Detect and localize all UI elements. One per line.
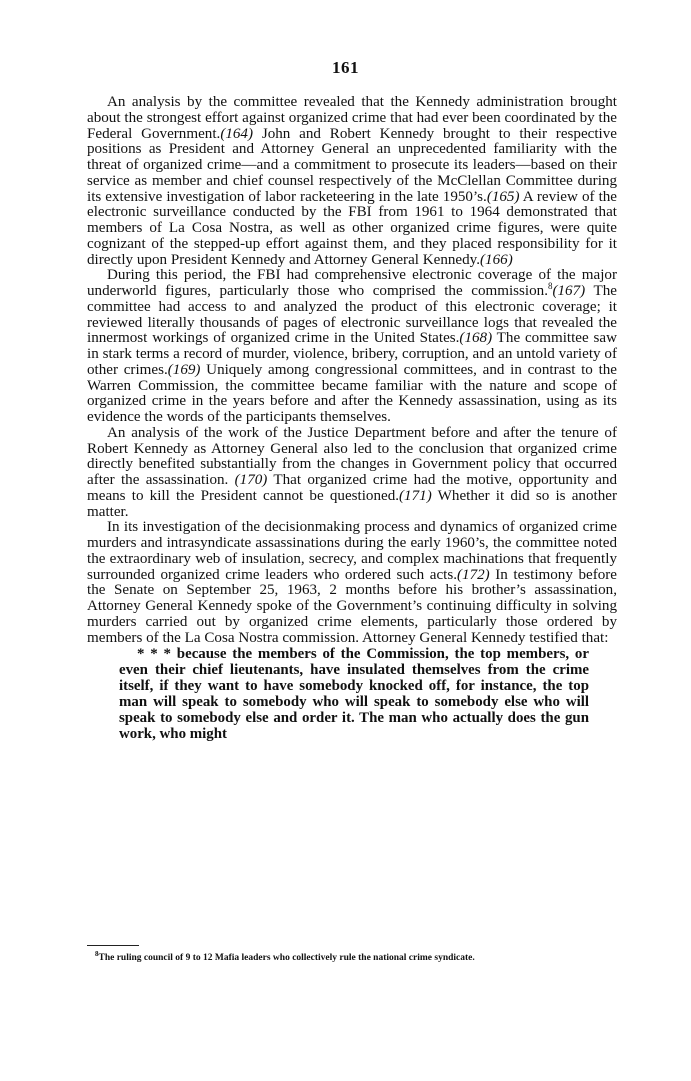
block-quote: * * * because the members of the Commission, the top members, or even their chief lieutenants, have insulated themselves from the crime itself, if they want to have somebody knocked off, for instance, the top man will speak to somebody who will speak to somebody else who will speak to somebody else and order it. The man who actually does the gun work, who might xyxy=(119,646,589,743)
citation-ref: (167) xyxy=(552,283,586,299)
citation-ref: (170) xyxy=(234,472,268,488)
text-run: An analysis of the work of the Justice Department before and after the tenure of Robert Kennedy as Attorney General also led to the conclusion that organized crime directly benefited substantially from the changes in Government policy that occurred after the assassination. xyxy=(87,424,617,488)
footnote-mark: 8 xyxy=(95,949,99,958)
citation-ref: (169) xyxy=(167,361,201,378)
citation-ref: (166) xyxy=(480,251,513,268)
text-run: In its investigation of the decisionmaking process and dynamics of organized crime murders and intrasyndicate assassinations during the early 1960’s, the committee noted the extraordinary web of insulation, secrecy, and complex machinations that frequently surrounded organized crime leaders who ordered such acts. xyxy=(87,519,617,583)
paragraph xyxy=(87,520,617,646)
footnote xyxy=(87,949,617,964)
text-run: That organized crime had the motive, opportunity and means to kill the President cannot be questioned. xyxy=(87,472,617,504)
text-run: Uniquely among congressional committees, and in contrast to the Warren Commission, the committee became familiar with the nature and scope of organized crime in the years before and after the Kennedy assassination, using as its evidence the words of the participants themselves. xyxy=(87,361,618,425)
citation-ref: (164) xyxy=(220,125,254,142)
citation-ref: (171) xyxy=(399,487,432,504)
text-run: A review of the electronic surveillance conducted by the FBI from 1961 to 1964 demonstrated that members of La Cosa Nostra, as well as other organized crime figures, were quite cognizant of the stepped-up effort against them, and they placed responsibility for it directly upon President Kennedy and Attorney General Kennedy. xyxy=(87,188,618,268)
footnote-divider xyxy=(87,945,139,946)
text-run: Whether it did so is another matter. xyxy=(87,487,617,520)
paragraph xyxy=(87,95,617,268)
page-number: 161 xyxy=(332,58,359,77)
citation-ref: (172) xyxy=(457,566,490,583)
text-run: The committee saw in stark terms a record of murder, violence, bribery, corruption, and an untold variety of other crimes. xyxy=(87,330,617,378)
text-run: The committee had access to and analyzed the product of this electronic coverage; it reviewed literally thousands of pages of electronic surveillance logs that revealed the innermost workings of organized crime in the United States. xyxy=(87,283,617,347)
footnote-text: The ruling council of 9 to 12 Mafia leaders who collectively rule the national crime syndicate. xyxy=(98,953,475,963)
footnote-ref: 8 xyxy=(547,280,553,291)
text-run: An analysis by the committee revealed that the Kennedy administration brought about the strongest effort against organized crime that had ever been coordinated by the Federal Government. xyxy=(87,94,617,142)
text-run: In testimony before the Senate on September 25, 1963, 2 months before his brother’s assassination, Attorney General Kennedy spoke of the Government’s continuing difficulty in solving murders carried out by organized crime elements, particularly those ordered by members of the La Cosa Nostra commission. Attorney General Kennedy testified that: xyxy=(87,566,617,646)
citation-ref: (168) xyxy=(459,330,493,347)
text-run: During this period, the FBI had comprehensive electronic coverage of the major underworld figures, particularly those who comprised the commission. xyxy=(87,267,617,299)
paragraph xyxy=(87,426,617,521)
text-run: John and Robert Kennedy brought to their respective positions as President and Attorney General an unprecedented familiarity with the threat of organized crime—and a commitment to prosecute its leaders—based on their service as member and chief counsel respectively of the McClellan Committee during its extensive investigation of labor racketeering in the late 1950’s. xyxy=(87,125,617,205)
citation-ref: (165) xyxy=(486,188,520,205)
body-text xyxy=(87,95,617,742)
paragraph xyxy=(87,268,617,426)
